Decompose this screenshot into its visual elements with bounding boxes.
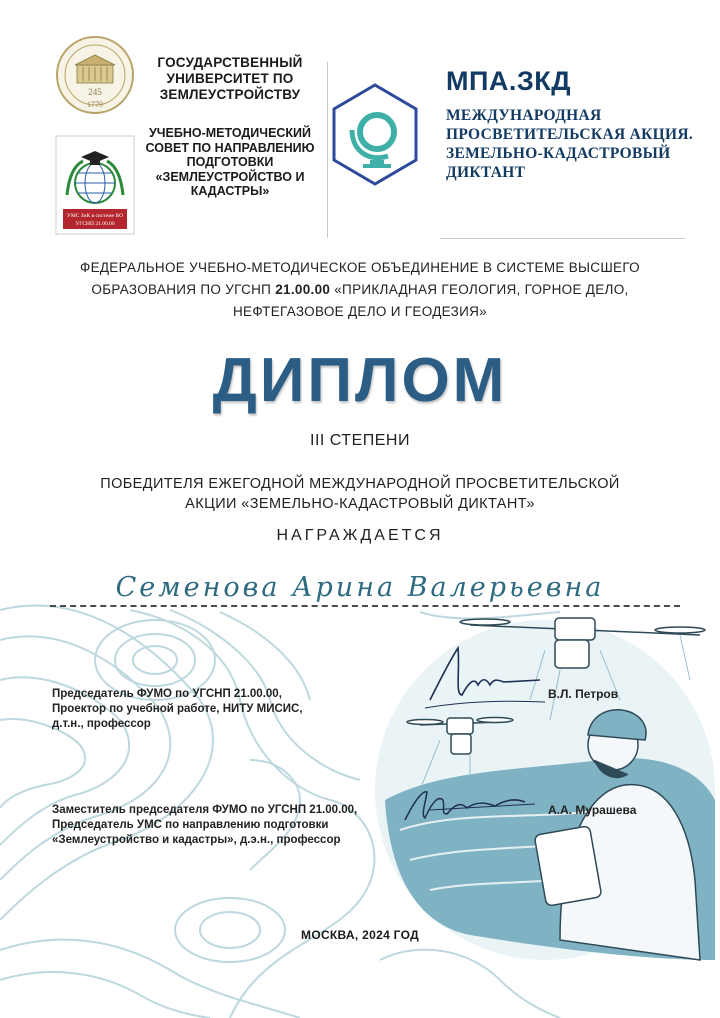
mpa-subtitle: МЕЖДУНАРОДНАЯ ПРОСВЕТИТЕЛЬСКАЯ АКЦИЯ. ЗЕМЕЛЬНО-КАДАСТРОВЫЙ ДИКТАНТ [446,107,694,181]
signatory-1-name: В.Л. Петров [548,687,619,701]
signatory-1-position [52,687,372,732]
signature-1 [420,640,550,720]
header-divider [327,62,328,238]
footer-place-year: МОСКВА, 2024 ГОД [301,928,419,942]
signatory-1-line-3: д.т.н., профессор [52,718,151,730]
winner-line-1: ПОБЕДИТЕЛЯ ЕЖЕГОДНОЙ МЕЖДУНАРОДНОЙ ПРОСВЕТИТЕЛЬСКОЙ [100,476,620,492]
signatory-2-position [52,803,432,848]
fumo-line-2 [30,279,690,301]
signatory-2-line-3: «Землеустройство и кадастры», д.э.н., профессор [52,834,341,846]
diploma-title: ДИПЛОМ [212,346,508,415]
university-logo [55,35,135,115]
signatory-2-line-1: Заместитель председателя ФУМО по УГСНП 21.00.00, [52,804,358,816]
signatory-2-name: А.А. Мурашева [548,803,637,817]
signatory-2-line-2: Председатель УМС по направлению подготовки [52,819,329,831]
fumo-line-2-prefix: ОБРАЗОВАНИЯ ПО УГСНП [91,282,276,297]
signatory-1-line-1: Председатель ФУМО по УГСНП 21.00.00, [52,688,282,700]
recipient-name: Семенова Арина Валерьевна [115,572,605,603]
fumo-line-1: ФЕДЕРАЛЬНОЕ УЧЕБНО-МЕТОДИЧЕСКОЕ ОБЪЕДИНЕНИЕ В СИСТЕМЕ ВЫСШЕГО [80,260,640,275]
signature-2 [395,780,540,830]
council-logo [55,135,135,235]
mpa-title: МПА.ЗКД [446,66,572,96]
svg-text:245: 245 [88,87,102,97]
winner-line-2: АКЦИИ «ЗЕМЕЛЬНО-КАДАСТРОВЫЙ ДИКТАНТ» [185,496,535,512]
recipient-underline [50,605,680,607]
awarded-label: НАГРАЖДАЕТСЯ [276,527,444,544]
signatory-1-line-2: Проектор по учебной работе, НИТУ МИСИС, [52,703,303,715]
svg-text:1779: 1779 [87,100,103,109]
svg-text:УМС ЗиК в системе ВО: УМС ЗиК в системе ВО [66,213,124,219]
fumo-line-2-suffix: «ПРИКЛАДНАЯ ГЕОЛОГИЯ, ГОРНОЕ ДЕЛО, [330,282,629,297]
fumo-heading [30,257,690,323]
mpa-logo [330,82,420,187]
mpa-divider [440,238,685,239]
winner-description [40,474,680,514]
svg-text:УГСНП 21.00.00: УГСНП 21.00.00 [75,221,115,227]
council-name: УЧЕБНО-МЕТОДИЧЕСКИЙ СОВЕТ ПО НАПРАВЛЕНИЮ ПОДГОТОВКИ «ЗЕМЛЕУСТРОЙСТВО И КАДАСТРЫ» [145,126,315,198]
fumo-line-3: НЕФТЕГАЗОВОЕ ДЕЛО И ГЕОДЕЗИЯ» [233,304,487,319]
university-name: ГОСУДАРСТВЕННЫЙ УНИВЕРСИТЕТ ПО ЗЕМЛЕУСТРОЙСТВУ [157,55,303,102]
diploma-degree: III СТЕПЕНИ [310,432,410,449]
fumo-line-2-code: 21.00.00 [275,282,331,297]
